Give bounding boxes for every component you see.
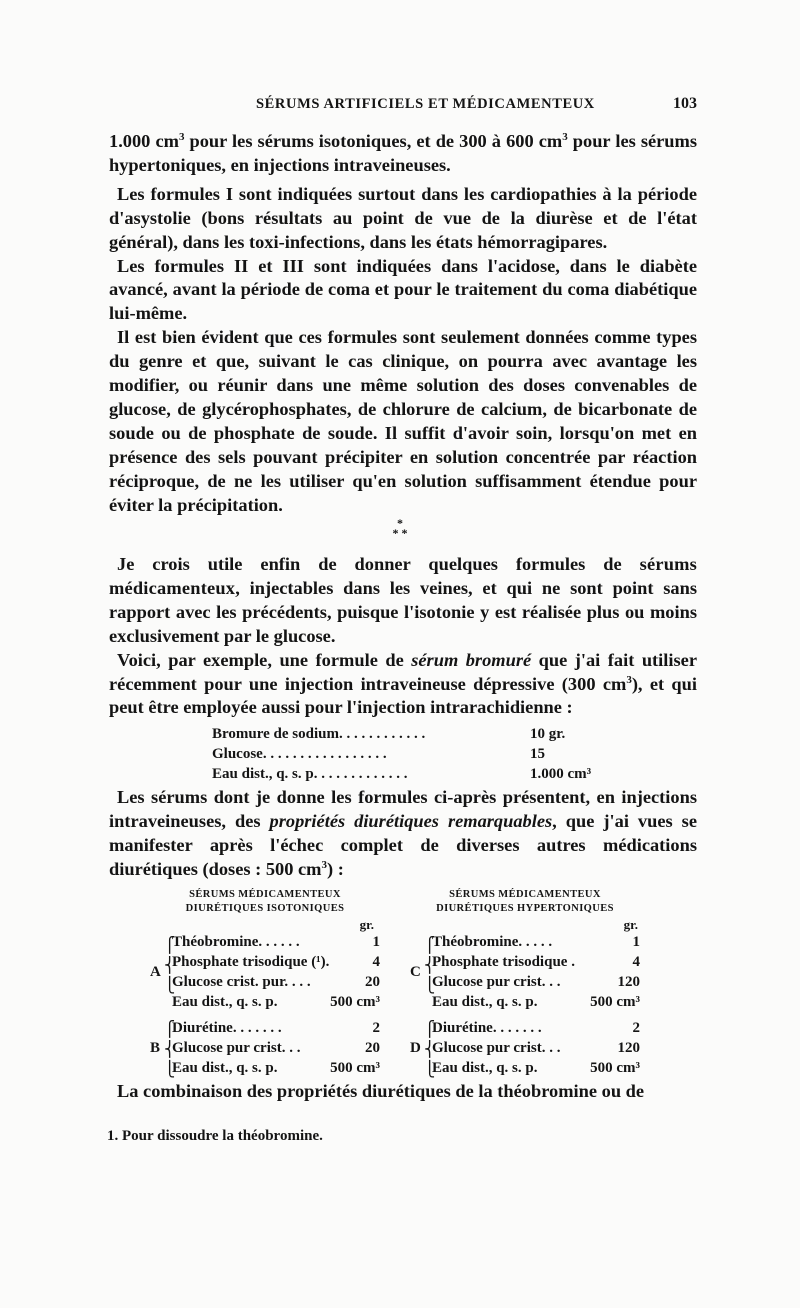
- formula-group-b: B ⎧ ⎨ ⎩ Diurétine. . . . . . . 2 Glucose pur crist. . . 20 Eau dist., q. s. p. 500 cm³: [150, 1020, 380, 1078]
- column-heading: SÉRUMS MÉDICAMENTEUX DIURÉTIQUES ISOTONIQUES: [185, 889, 345, 914]
- asterism: * * *: [392, 516, 408, 540]
- paragraph-8: La combinaison des propriétés diurétiques de la théobromine ou de: [117, 1081, 645, 1101]
- formula-row: Glucose. . . . . . . . . . . . . . . . . 15: [212, 746, 545, 762]
- formula-row: Eau dist., q. s. p. . . . . . . . . . . . . 1.000 cm³: [212, 766, 592, 782]
- group-letter: A: [150, 964, 161, 980]
- formula-row: Bromure de sodium. . . . . . . . . . . . 10 gr.: [212, 726, 566, 742]
- isotoniques-column: [150, 888, 380, 1084]
- running-title: SÉRUMS ARTIFICIELS ET MÉDICAMENTEUX: [256, 96, 595, 112]
- hypertoniques-column: [410, 888, 640, 1084]
- paragraph-2: Les formules I sont indiquées surtout dans les cardiopathies à la période d'asystolie (bons résultats au point de vue de la diurèse et de l'état général), dans les toxi-infections, dans les états hémorragipares.: [109, 183, 697, 252]
- group-letter: B: [150, 1040, 161, 1056]
- brace-icon: ⎧ ⎨ ⎩: [424, 1022, 436, 1078]
- unit-label: gr.: [359, 917, 374, 932]
- footnote: 1. Pour dissoudre la théobromine.: [107, 1128, 323, 1144]
- paragraph-4: Il est bien évident que ces formules sont seulement données comme types du genre et que, suivant le cas clinique, on pourra avec avantage les modifier, ou réunir dans une même solution des doses convenables de glucose, de glycérophosphates, de chlorure de calcium, de bicarbonate de soude ou de phosphate de soude. Il suffit d'avoir soin, lorsqu'on met en présence des sels pouvant précipiter en solution concentrée par réaction réciproque, de ne les utiliser qu'en solution suffisamment étendue pour éviter la précipitation.: [109, 327, 697, 515]
- formula-group-c: C ⎧ ⎨ ⎩ Théobromine. . . . . 1 Phosphate trisodique . 4 Glucose pur crist. . . 120 Eau dist., q. s. p. 500 cm³: [410, 934, 640, 1010]
- unit-label: gr.: [623, 917, 638, 932]
- paragraph-6: Voici, par exemple, une formule de sérum bromuré que j'ai fait utiliser récemment pour une injection intraveineuse dépressive (300 $cm^3$), et qui peut être employée aussi pour l'injection intrarachidienne :: [109, 649, 697, 718]
- formula-group-a: A ⎧ ⎨ ⎩ Théobromine. . . . . . 1 Phosphate trisodique (¹). 4 Glucose crist. pur. . . . 20 Eau dist., q. s. p. 500 cm³: [150, 934, 380, 1010]
- page-number: 103: [673, 95, 697, 112]
- formula-group-d: D ⎧ ⎨ ⎩ Diurétine. . . . . . . 2 Glucose pur crist. . . 120 Eau dist., q. s. p. 500 cm³: [410, 1020, 640, 1078]
- brace-icon: ⎧ ⎨ ⎩: [164, 938, 176, 994]
- paragraph-1: 1.000 $cm^3$ pour les sérums isotoniques, et de 300 à 600 $cm^3$ pour les sérums hypertoniques, en injections intraveineuses.: [109, 130, 698, 175]
- column-heading: SÉRUMS MÉDICAMENTEUX DIURÉTIQUES HYPERTONIQUES: [436, 889, 614, 914]
- text-block-bottom: [109, 1080, 697, 1104]
- text-block-top: [109, 130, 697, 518]
- brace-icon: ⎧ ⎨ ⎩: [164, 1022, 176, 1078]
- brace-icon: ⎧ ⎨ ⎩: [424, 938, 436, 994]
- text-block-middle: [109, 553, 697, 720]
- paragraph-7: Les sérums dont je donne les formules ci-après présentent, en injections intraveineuses, des propriétés diurétiques remarquables, que j'ai vues se manifester après l'échec complet de diverses autres médications diurétiques (doses : 500 $cm^3$) :: [109, 787, 697, 879]
- text-block-diuretic-intro: [109, 786, 697, 882]
- paragraph-5: Je crois utile enfin de donner quelques formules de sérums médicamenteux, injectables dans les veines, et qui ne sont point sans rapport avec les précédents, puisque l'isotonie y est réalisée plus ou moins exclusivement par le glucose.: [109, 554, 697, 646]
- group-letter: D: [410, 1040, 421, 1056]
- bromure-formula: [212, 726, 591, 786]
- group-letter: C: [410, 964, 421, 980]
- paragraph-3: Les formules II et III sont indiquées dans l'acidose, dans le diabète avancé, avant la période de coma et pour le traitement du coma diabétique lui-même.: [109, 255, 697, 324]
